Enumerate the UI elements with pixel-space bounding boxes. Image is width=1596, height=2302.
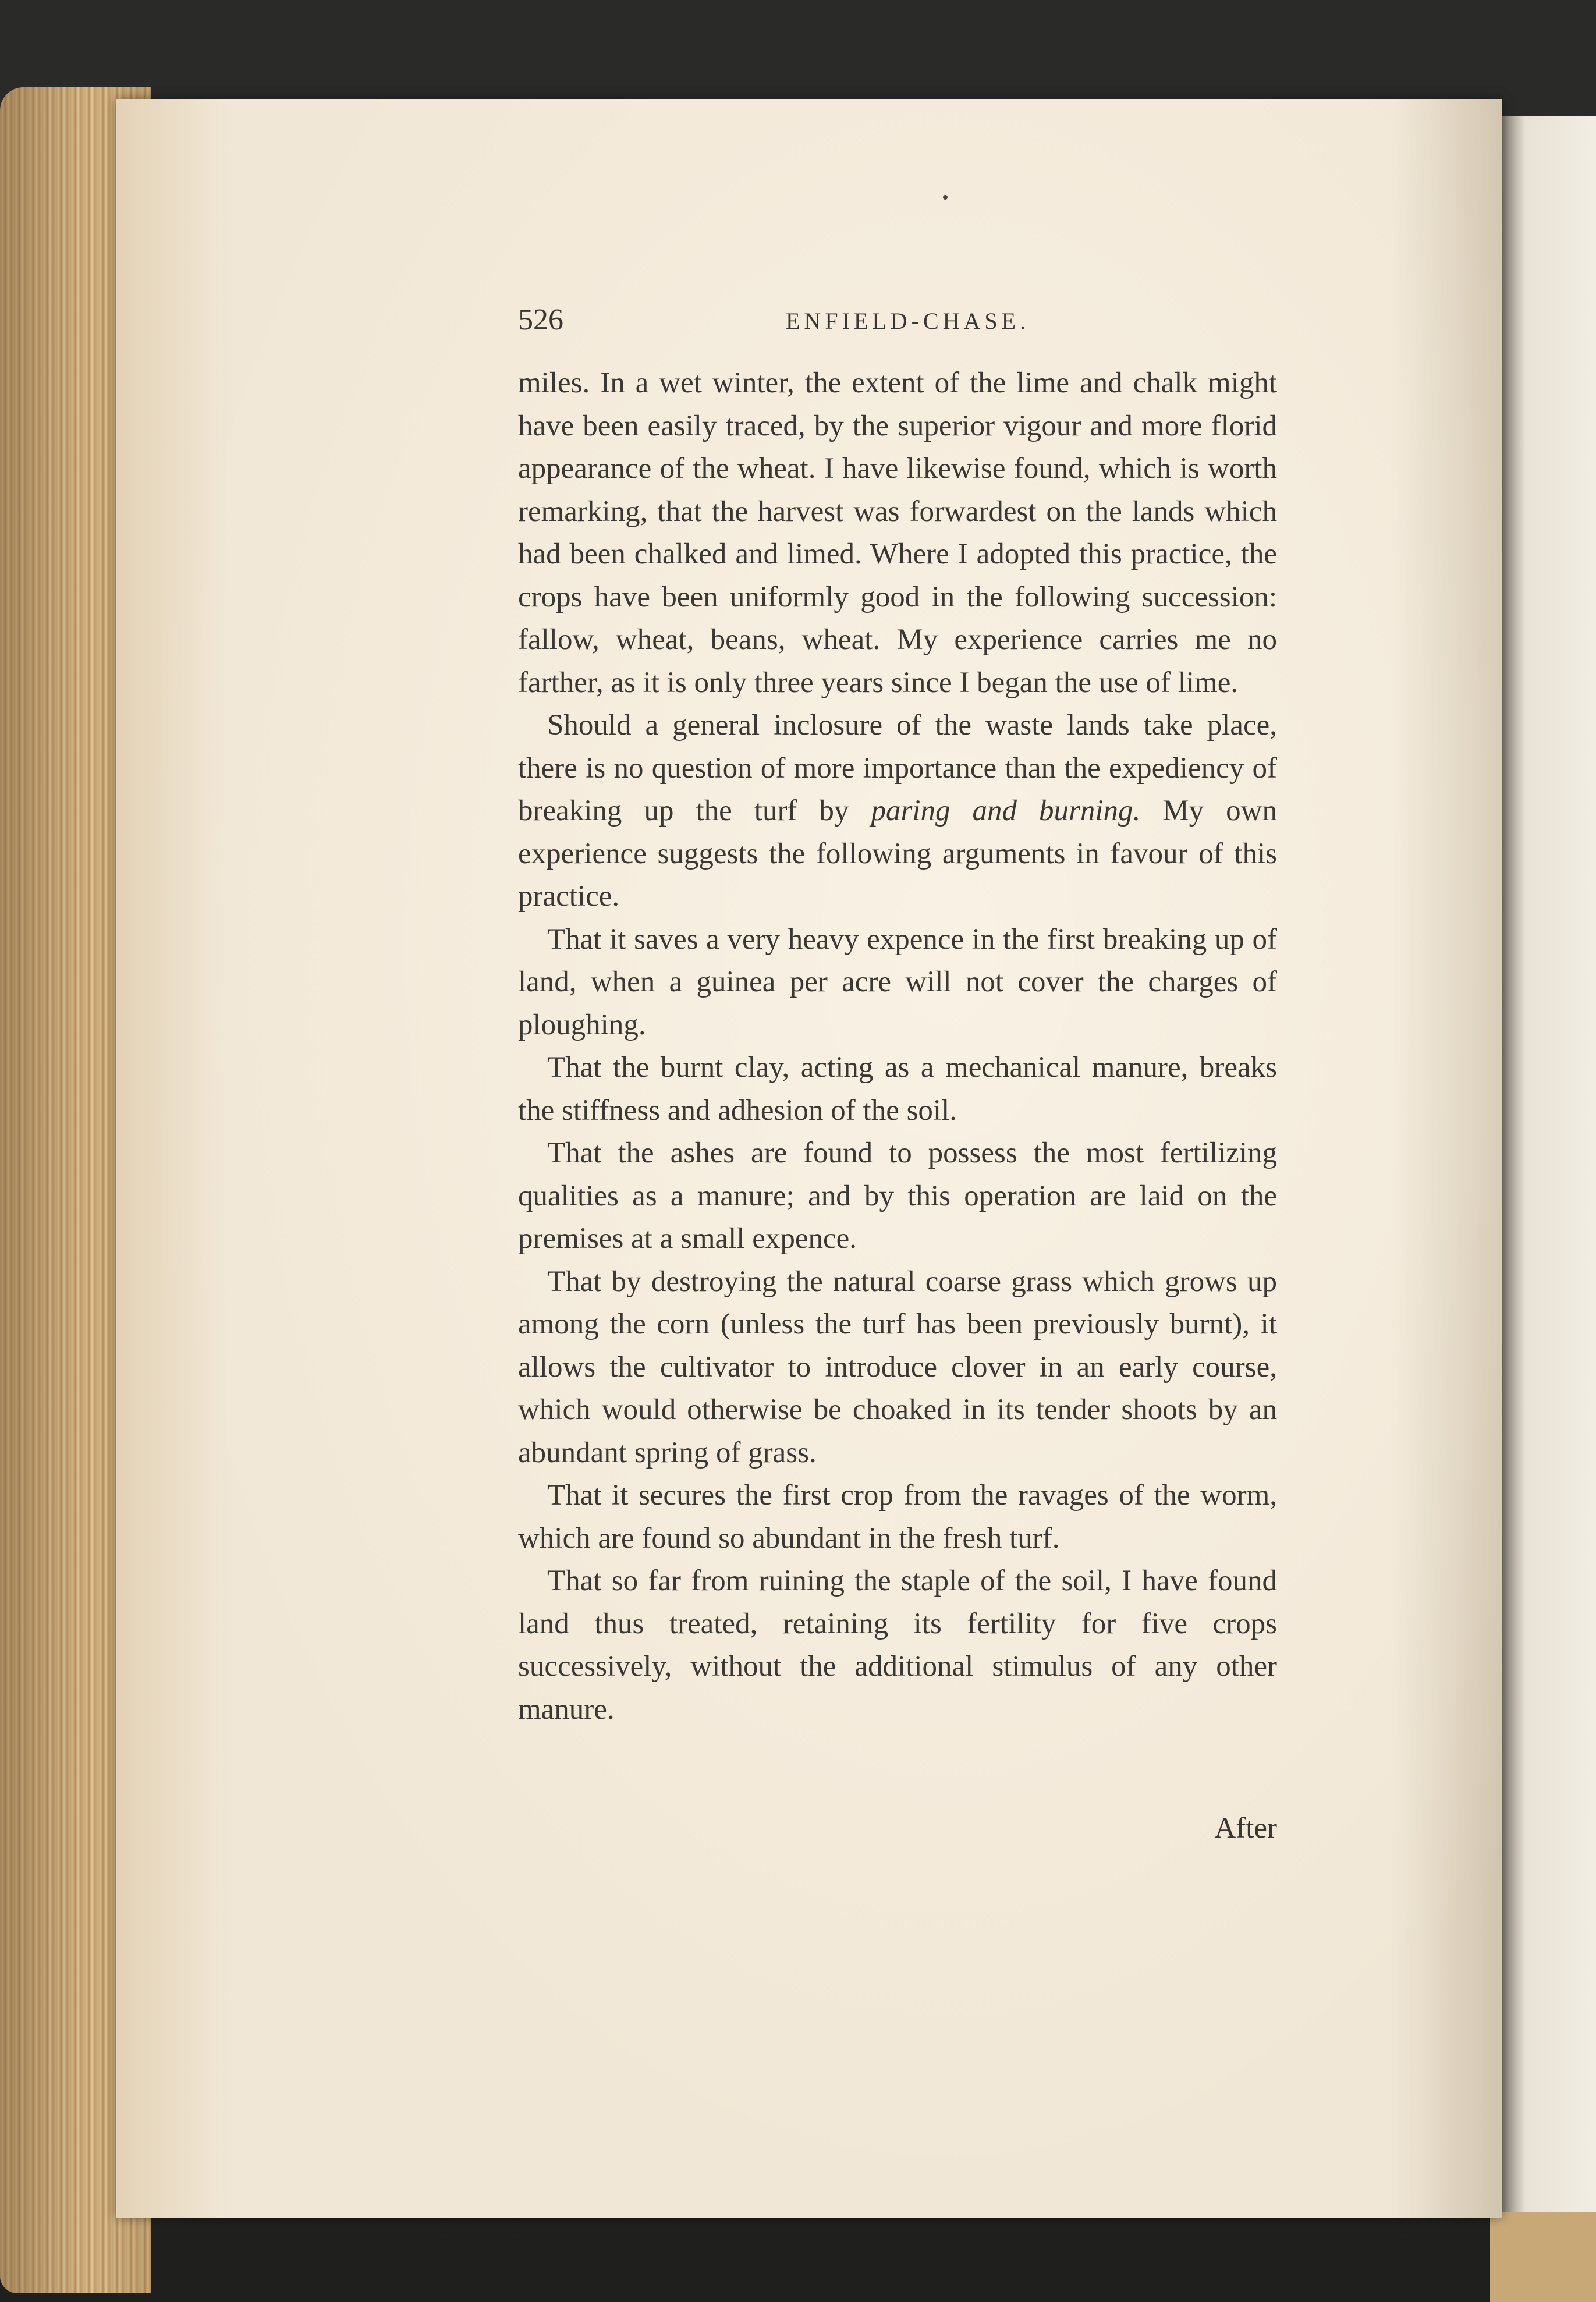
ink-speck	[943, 195, 948, 200]
facing-page-edge	[1490, 2212, 1596, 2302]
running-head	[518, 303, 1275, 349]
running-title: ENFIELD-CHASE.	[786, 308, 1030, 334]
body-text	[518, 362, 1277, 1731]
paragraph-3: That it saves a very heavy expence in the first breaking up of land, when a guinea per acre will not cover the charges of ploughing.	[518, 923, 1277, 1041]
paragraph-5: That the ashes are found to possess the most fertilizing qualities as a manure; and by this operation are laid on the premises at a small expence.	[518, 1137, 1277, 1255]
paragraph-4: That the burnt clay, acting as a mechanical manure, breaks the stiffness and adhesion of the soil.	[518, 1051, 1277, 1127]
facing-page	[1502, 116, 1596, 2270]
paragraph-2-emphasis: paring and burning.	[871, 794, 1141, 827]
paragraph-8: That so far from ruining the staple of the soil, I have found land thus treated, retaining its fertility for five crops successively, without the additional stimulus of any other manure.	[518, 1565, 1277, 1726]
page-number: 526	[518, 303, 563, 336]
paragraph-2-before: Should a general inclosure of the waste lands take place, there is no question of more importance than the expediency of breaking up the turf by	[518, 709, 1277, 827]
catchword: After	[1214, 1812, 1277, 1845]
paragraph-2-after: My own experience suggests the following arguments in favour of this practice.	[518, 794, 1277, 913]
paragraph-7: That it secures the first crop from the ravages of the worm, which are found so abundant in the fresh turf.	[518, 1479, 1277, 1555]
paragraph-6: That by destroying the natural coarse grass which grows up among the corn (unless the turf has been previously burnt), it allows the cultivator to introduce clover in an early course, which would otherwise be choaked in its tender shoots by an abundant spring of grass.	[518, 1265, 1277, 1469]
paragraph-2	[518, 704, 1277, 918]
paragraph-1: miles. In a wet winter, the extent of the lime and chalk might have been easily traced, by the superior vigour and more florid appearance of the wheat. I have likewise found, which is worth remarking, that the harvest was forwardest on the lands which had been chalked and limed. Where I adopted this practice, the crops have been uniformly good in the following succession: fallow, wheat, beans, wheat. My experience carries me no farther, as it is only three years since I began the use of lime.	[518, 367, 1277, 699]
